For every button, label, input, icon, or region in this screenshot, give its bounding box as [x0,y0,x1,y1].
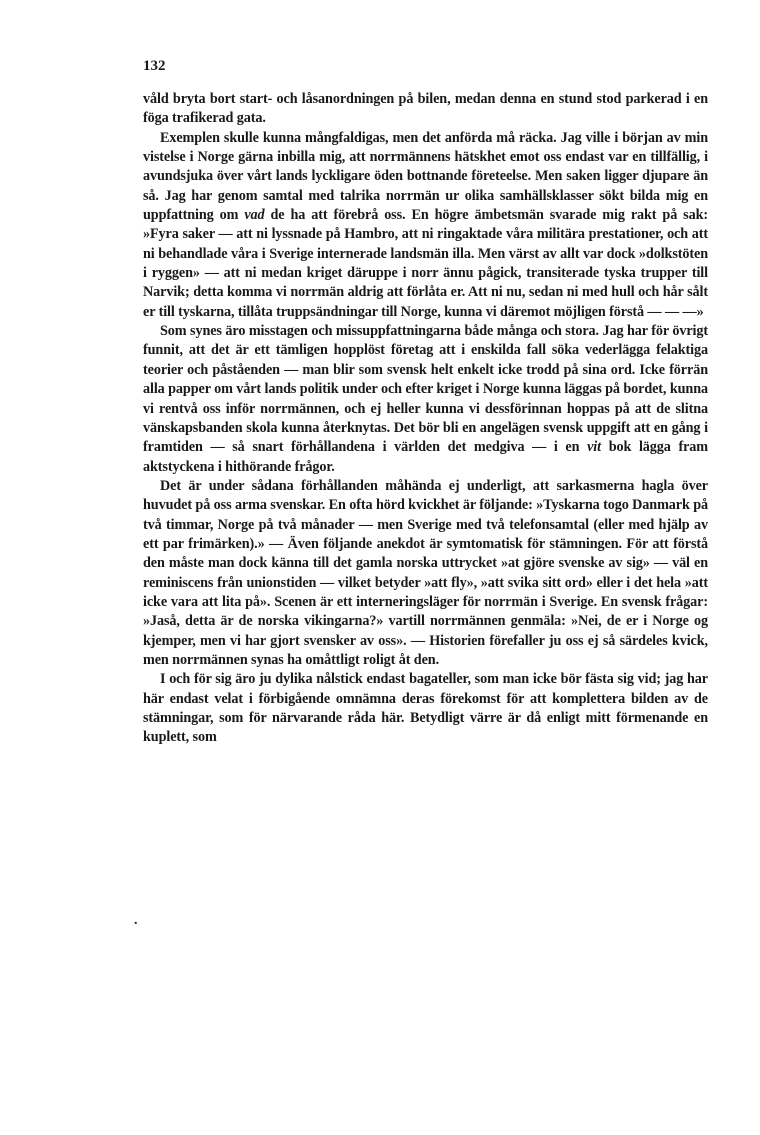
emphasis-text: vit [587,439,601,456]
paragraph-p3 [143,322,708,477]
paragraph-p1 [143,90,708,129]
paragraph-p5 [143,670,708,747]
emphasis-text: vad [244,207,265,224]
text-run: de ha att förebrå oss. En högre ämbetsmän svarade mig rakt på sak: »Fyra saker — att ni lyssnade på Hambro, att ni ringaktade våra militära prestationer, och att ni behandlade våra i Sverige internerade landsmän illa. Men värst av allt var dock »dolkstöten i ryggen» — att ni medan kriget däruppe i norr ännu pågick, transiterade tyska trupper till Narvik; detta komma vi norrmän aldrig att förlåta er. Att ni nu, sedan ni med hull och hår sålt er till tyskarna, tillåta truppsändningar till Norge, kunna vi däremot möjligen förstå — — —» [143,207,709,320]
text-run: I och för sig äro ju dylika nålstick endast bagateller, som man icke bör fästa sig vid; jag har här endast velat i förbigående omnämna deras förekomst för att komplettera bilden av de stämningar, som för närvarande råda här. Betydligt värre är då enligt mitt förmenande en kuplett, som [143,671,708,746]
page-number: 132 [143,58,166,74]
text-run: bok lägga fram aktstyckena i hithörande frågor. [143,439,708,475]
margin-mark: . [134,913,138,928]
text-run: våld bryta bort start- och låsanordningen på bilen, medan denna en stund stod parkerad i en föga trafikerad gata. [143,91,708,127]
body-text [143,90,708,748]
paragraph-p4 [143,477,708,670]
paragraph-p2 [143,129,708,322]
text-run: Det är under sådana förhållanden måhända ej underligt, att sarkasmerna hagla över huvudet på oss arma svenskar. En ofta hörd kvickhet är följande: »Tyskarna togo Danmark på två timmar, Norge på två månader — men Sverige med två telefonsamtal (eller med hjälp av ett par frimärken).» — Även följande anekdot är symtomatisk för stämningen. För att förstå den måste man dock känna till det gamla norska uttrycket »at gjöre svenske av sig» — väl en reminiscens från unionstiden — vilket betyder »att fly», »att svika sitt ord» eller i det hela »att icke vara att lita på». Scenen är ett interneringsläger för norrmän i Sverige. En svensk frågar: »Jaså, detta är de norska vikingarna?» vartill norrmännen genmäla: »Nei, de er i Norge og kjemper, men vi har gjort svensker av oss». — Historien förefaller ju oss ej så särdeles kvick, men norrmännen synas ha omåttligt roligt åt den. [143,477,709,668]
text-run: Som synes äro misstagen och missuppfattningarna både många och stora. Jag har för övrigt funnit, att det är ett tämligen hopplöst företag att i enskilda fall söka vederlägga felaktiga teorier och påståenden — man blir som svensk helt enkelt icke trodd på sina ord. Icke förrän alla papper om vårt lands politik under och efter kriget i Norge kunna läggas på bordet, kunna vi rentvå oss inför norrmännen, och ej heller kunna vi dessförinnan hoppas på att de slitna vänskapsbanden skola kunna återknytas. Det bör bli en angelägen svensk uppgift att en gång i framtiden — så snart förhållandena i världen det medgiva — i en [143,323,708,456]
text-run: Exemplen skulle kunna mångfaldigas, men det anförda må räcka. Jag ville i början av min vistelse i Norge gärna inbilla mig, att norrmännens hätskhet emot oss endast var en tillfällig, i avundsjuka över vårt lands lyckligare öden bottnande företeelse. Men saken ligger djupare än så. Jag har genom samtal med talrika norrmän ur olika samhällsklasser sökt bilda mig en uppfattning om [143,129,708,224]
